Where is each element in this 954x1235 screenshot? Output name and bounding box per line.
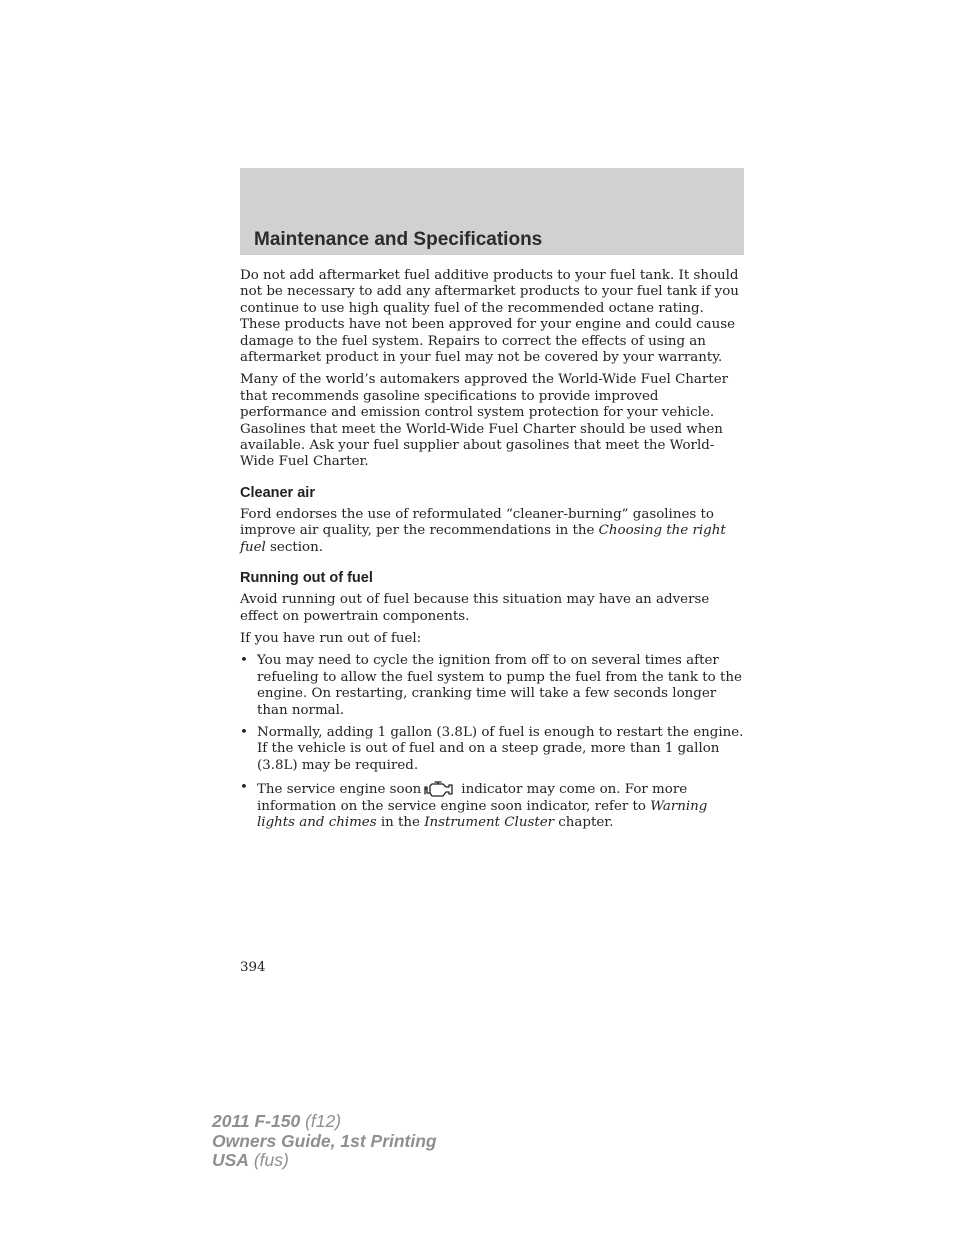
bullet-text: The service engine soon <box>257 782 422 798</box>
footer-line-region <box>212 1151 437 1171</box>
bullet-text: Normally, adding 1 gallon (3.8L) of fuel is enough to restart the engine. If the vehicle is out of fuel and on a steep grade, more than 1 gallon (3.8L) may be required. <box>257 724 744 773</box>
bullet-text: chapter. <box>554 814 614 830</box>
list-item <box>240 725 746 774</box>
footer-publication-info <box>212 1112 437 1171</box>
bullet-marker: • <box>240 780 248 796</box>
paragraph-fuel-additives: Do not add aftermarket fuel additive products to your fuel tank. It should not be necessary to add any aftermarket products to your fuel tank if you continue to use high quality fuel of the recommended octane rating. These products have not been approved for your engine and could cause damage to the fuel system. Repairs to correct the effects of using an aftermarket product in your fuel may not be covered by your warranty. <box>240 268 739 366</box>
paragraph-cleaner-air <box>240 507 746 556</box>
section-title: Maintenance and Specifications <box>254 229 543 250</box>
bullet-marker: • <box>240 653 248 669</box>
heading-running-out-of-fuel: Running out of fuel <box>240 570 373 587</box>
reference-instrument-cluster: Instrument Cluster <box>424 814 555 830</box>
paragraph-fuel-charter: Many of the world’s automakers approved the World-Wide Fuel Charter that recommends gasoline specifications to provide improved performance and emission control system protection for your vehicle. Gasolines that meet the World-Wide Fuel Charter should be used when available. Ask your fuel supplier about gasolines that meet the World-Wide Fuel Charter. <box>240 372 729 470</box>
footer-line-guide <box>212 1132 437 1152</box>
check-engine-icon <box>423 780 455 798</box>
bullet-text: in the <box>376 814 425 830</box>
cleaner-air-text: Ford endorses the use of reformulated “cleaner-burning” gasolines to improve air quality, per the recommendations in the <box>240 506 714 539</box>
footer-line-model <box>212 1112 437 1132</box>
page-content <box>240 268 746 837</box>
heading-cleaner-air: Cleaner air <box>240 484 315 501</box>
cleaner-air-text-end: section. <box>265 539 323 555</box>
list-item <box>240 780 746 831</box>
reference-choosing-fuel: Choosing the right fuel <box>240 523 726 555</box>
bullet-marker: • <box>240 724 248 740</box>
paragraph-run-out-intro: If you have run out of fuel: <box>240 630 422 646</box>
bullet-text: indicator may come on. For more information on the service engine soon indicator, refer to <box>257 782 688 814</box>
footer-model-code: (f12) <box>305 1111 342 1131</box>
footer-region-code: (fus) <box>253 1150 289 1170</box>
footer-guide: Owners Guide, 1st Printing <box>212 1130 437 1151</box>
bullet-list <box>240 653 746 831</box>
section-header-band <box>240 168 744 255</box>
paragraph-running-out: Avoid running out of fuel because this situation may have an adverse effect on powertrain components. <box>240 592 710 624</box>
footer-region: USA <box>212 1150 249 1170</box>
page-number: 394 <box>240 960 266 975</box>
bullet-text: You may need to cycle the ignition from off to on several times after refueling to allow the fuel system to pump the fuel from the tank to the engine. On restarting, cranking time will take a few seconds longer than normal. <box>257 653 742 718</box>
footer-model: 2011 F-150 <box>212 1111 301 1131</box>
list-item <box>240 653 746 719</box>
reference-warning-lights: Warning lights and chimes <box>257 798 708 830</box>
